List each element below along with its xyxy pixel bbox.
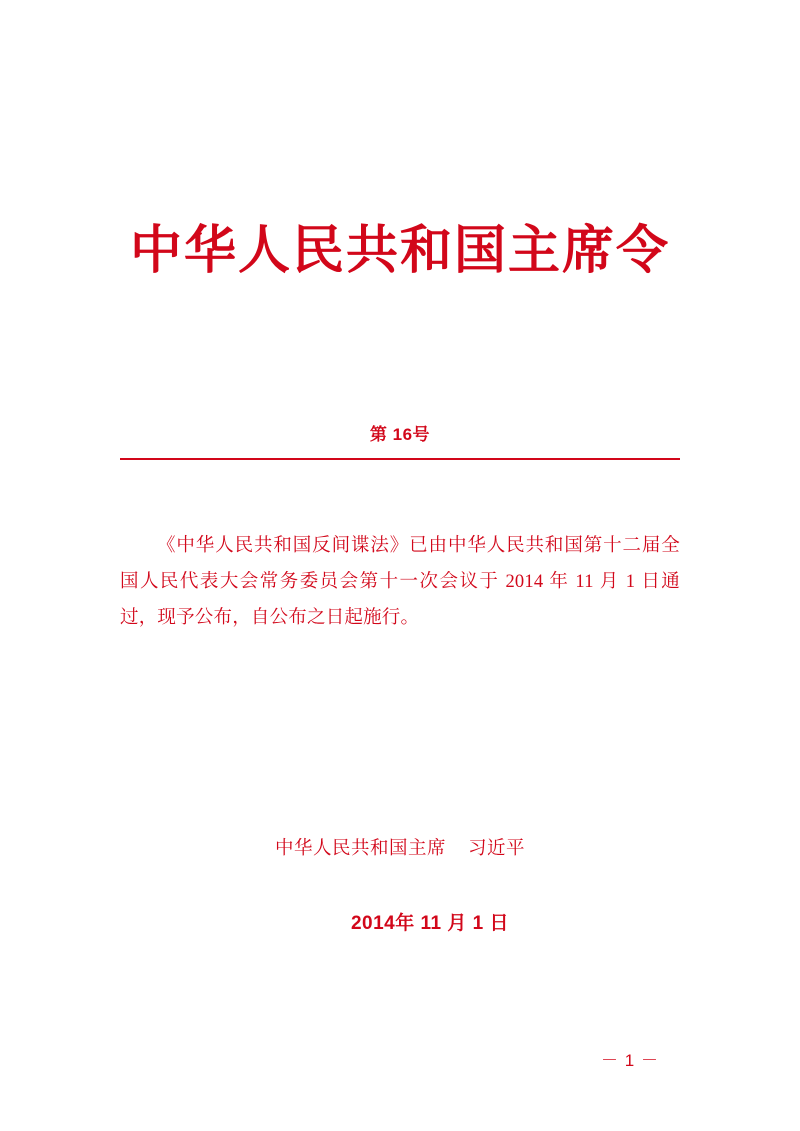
signature-date: 2014年 11 月 1 日 <box>350 913 510 934</box>
order-number: 第 16号 <box>369 425 431 444</box>
body-paragraph: 《中华人民共和国反间谍法》已由中华人民共和国第十二届全国人民代表大会常务委员会第十一次会议于 2014 年 11 月 1 日通过，现予公布，自公布之日起施行。 <box>120 536 680 628</box>
page-title: 中华人民共和国主席令 <box>129 223 670 280</box>
signature-name: 习近平 <box>468 839 526 859</box>
page-number: － 1 － <box>601 1051 659 1070</box>
signature-title: 中华人民共和国主席 <box>274 839 446 859</box>
signature-block <box>0 834 800 860</box>
horizontal-divider <box>120 458 680 460</box>
